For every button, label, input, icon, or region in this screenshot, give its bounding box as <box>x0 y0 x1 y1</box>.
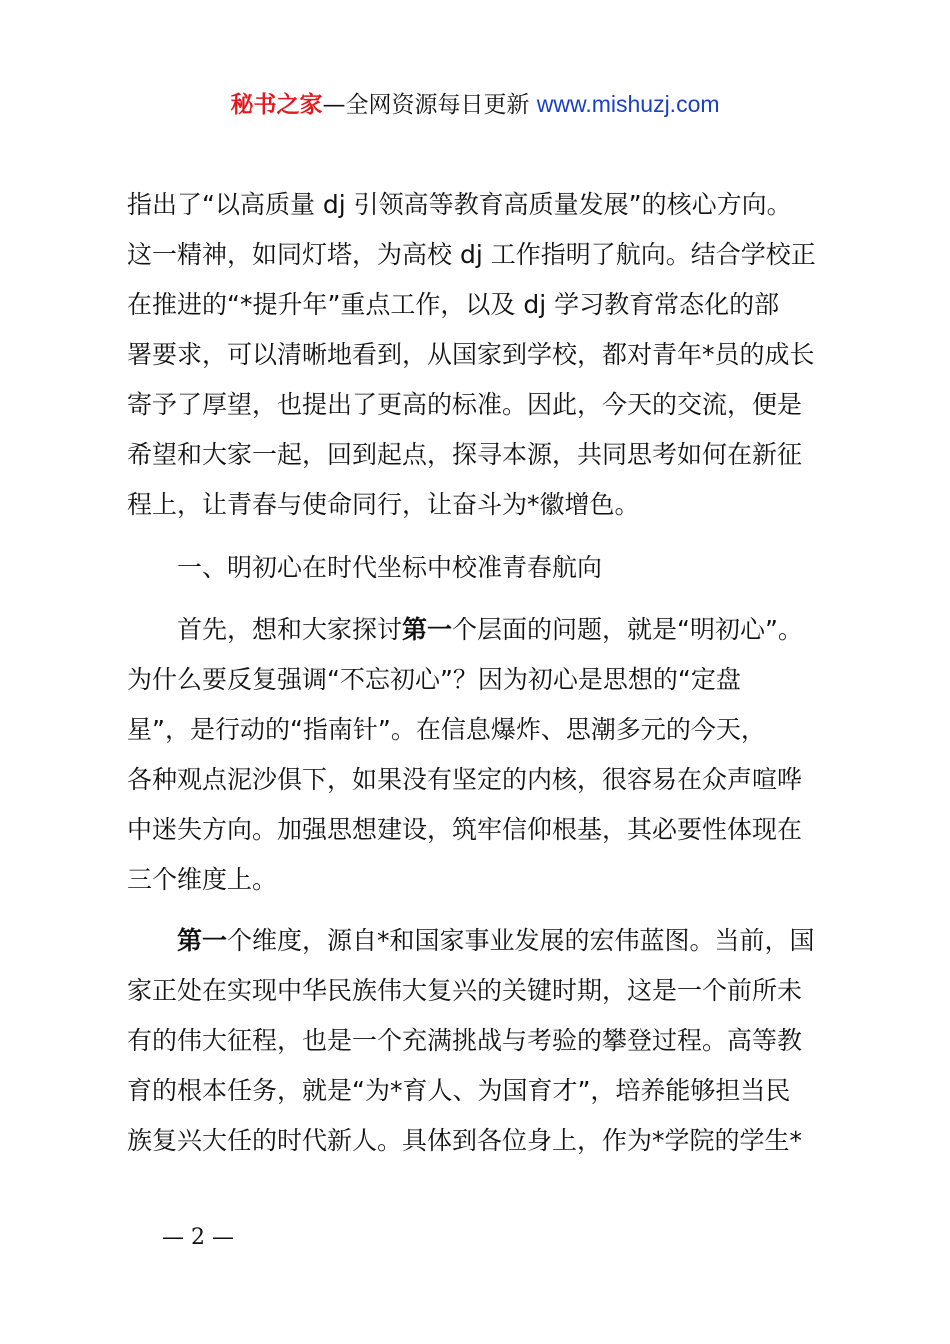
text-run: 首先，想和大家探讨 <box>177 615 403 644</box>
text-line: 族复兴大任的时代新人。具体到各位身上，作为*学院的学生* <box>127 1126 803 1155</box>
paragraph-3 <box>127 916 832 1166</box>
site-slogan: —全网资源每日更新 <box>322 92 530 118</box>
section-heading <box>127 543 832 593</box>
paragraph-2 <box>127 605 832 905</box>
page-number: — 2 — <box>162 1225 234 1250</box>
text-run: 个维度，源自*和国家事业发展的宏伟蓝图。当前，国 <box>227 926 815 955</box>
text-line: 各种观点泥沙俱下，如果没有坚定的内核，很容易在众声喧哗 <box>127 765 803 794</box>
text-line: 星”，是行动的“指南针”。在信息爆炸、思潮多元的今天， <box>127 715 766 744</box>
text-line: 三个维度上。 <box>127 865 278 894</box>
text-line <box>127 916 832 966</box>
text-line: 在推进的“*提升年”重点工作，以及 dj 学习教育常态化的部 <box>127 290 780 319</box>
text-line: 家正处在实现中华民族伟大复兴的关键时期，这是一个前所未 <box>127 976 803 1005</box>
text-line: 育的根本任务，就是“为*育人、为国育才”，培养能够担当民 <box>127 1076 791 1105</box>
paragraph-1 <box>127 180 832 530</box>
text-line: 寄予了厚望，也提出了更高的标准。因此，今天的交流，便是 <box>127 390 803 419</box>
text-line: 署要求，可以清晰地看到，从国家到学校，都对青年*员的成长 <box>127 340 815 369</box>
text-line: 有的伟大征程，也是一个充满挑战与考验的攀登过程。高等教 <box>127 1026 803 1055</box>
site-url-link[interactable]: www.mishuzj.com <box>536 91 720 117</box>
section-heading-text: 一、明初心在时代坐标中校准青春航向 <box>177 553 603 582</box>
site-header <box>0 88 950 121</box>
text-line: 中迷失方向。加强思想建设，筑牢信仰根基，其必要性体现在 <box>127 815 803 844</box>
site-name: 秘书之家 <box>230 92 323 118</box>
text-line <box>127 605 832 655</box>
text-line: 希望和大家一起，回到起点，探寻本源，共同思考如何在新征 <box>127 440 803 469</box>
text-line: 这一精神，如同灯塔，为高校 dj 工作指明了航向。结合学校正 <box>127 240 816 269</box>
text-line: 为什么要反复强调“不忘初心”？因为初心是思想的“定盘 <box>127 665 741 694</box>
bold-text-run: 第一 <box>402 615 453 644</box>
bold-text-run: 第一 <box>177 926 228 955</box>
text-line: 程上，让青春与使命同行，让奋斗为*徽增色。 <box>127 490 640 519</box>
text-line: 指出了“以高质量 dj 引领高等教育高质量发展”的核心方向。 <box>127 190 792 219</box>
text-run: 个层面的问题，就是“明初心”。 <box>452 615 803 644</box>
